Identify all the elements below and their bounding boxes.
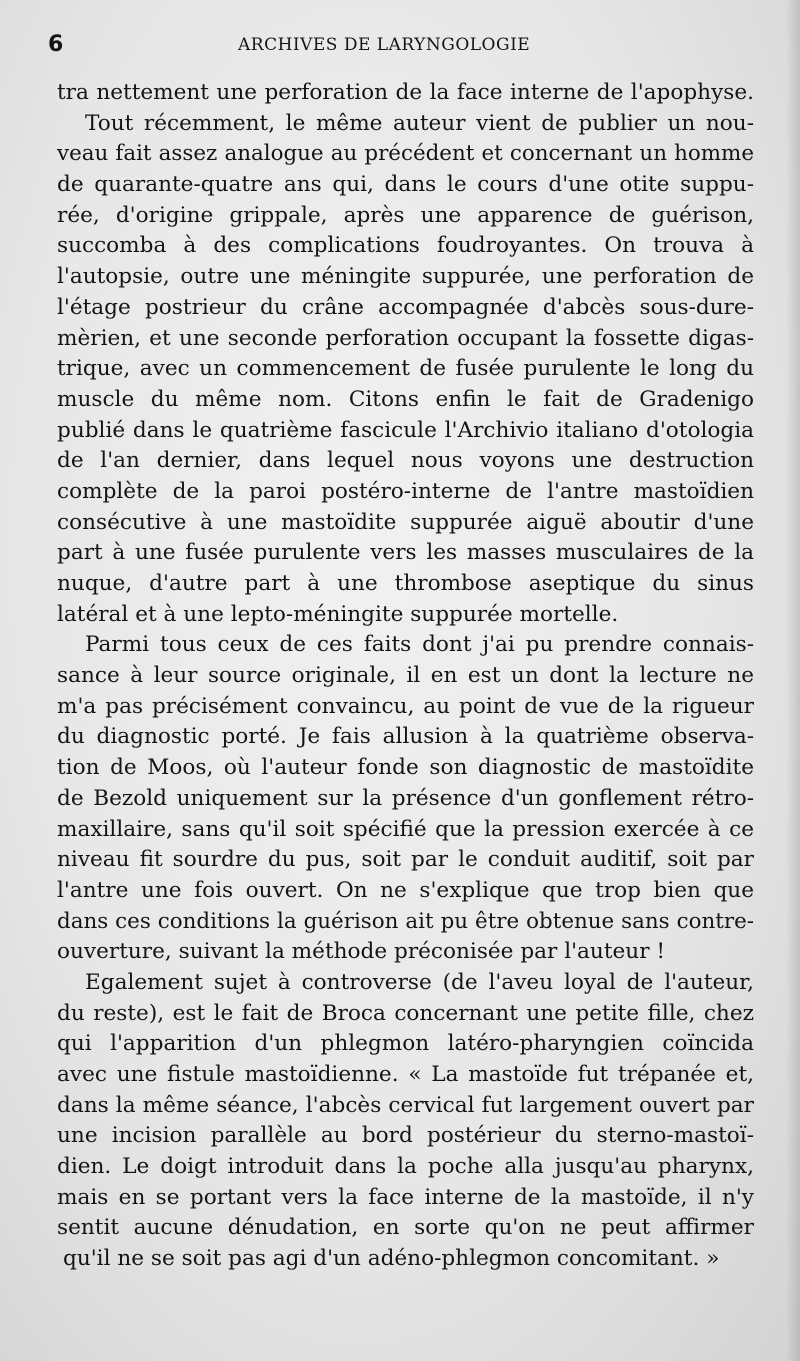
- text-line: tra nettement une perforation de la face interne de l'apophyse.: [57, 80, 754, 105]
- text-line: avec une fistule mastoïdienne. « La mastoïde fut trépanée et,: [57, 1062, 754, 1087]
- text-line: complète de la paroi postéro-interne de l'antre mastoïdien: [57, 478, 754, 504]
- page-number: 6: [48, 32, 64, 57]
- text-line: du reste), est le fait de Broca concernant une petite fille, chez: [57, 1000, 754, 1026]
- text-line: Parmi tous ceux de ces faits dont j'ai pu prendre connais-: [85, 632, 754, 658]
- text-line: dans la même séance, l'abcès cervical fut largement ouvert par: [57, 1092, 754, 1118]
- text-line: Tout récemment, le même auteur vient de publier un nou-: [85, 110, 754, 136]
- text-line: Egalement sujet à controverse (de l'aveu loyal de l'auteur,: [85, 969, 754, 995]
- text-line: niveau fit sourdre du pus, soit par le conduit auditif, soit par: [57, 847, 754, 873]
- text-line: qu'il ne se soit pas agi d'un adéno-phlegmon concomitant. »: [63, 1246, 720, 1272]
- text-line: l'antre une fois ouvert. On ne s'explique que trop bien que: [57, 877, 754, 903]
- text-line: tion de Moos, où l'auteur fonde son diagnostic de mastoïdite: [57, 755, 754, 781]
- text-line: part à une fusée purulente vers les masses musculaires de la: [57, 540, 754, 566]
- text-line: l'étage postrieur du crâne accompagnée d'abcès sous-dure-: [57, 294, 754, 320]
- running-head: [48, 30, 758, 60]
- text-line: veau fait assez analogue au précédent et concernant un homme: [57, 141, 754, 167]
- text-line: de quarante-quatre ans qui, dans le cours d'une otite suppu-: [57, 172, 754, 198]
- text-line: publié dans le quatrième fascicule l'Archivio italiano d'otologia: [57, 417, 754, 443]
- text-line: dien. Le doigt introduit dans la poche alla jusqu'au pharynx,: [57, 1154, 754, 1180]
- text-line: l'autopsie, outre une méningite suppurée, une perforation de: [57, 264, 754, 290]
- text-line: mais en se portant vers la face interne de la mastoïde, il n'y: [57, 1184, 754, 1210]
- text-line: du diagnostic porté. Je fais allusion à la quatrième observa-: [57, 724, 754, 750]
- journal-title: ARCHIVES DE LARYNGOLOGIE: [238, 35, 531, 55]
- text-line: consécutive à une mastoïdite suppurée aiguë aboutir d'une: [57, 509, 754, 535]
- text-line: de l'an dernier, dans lequel nous voyons une destruction: [57, 448, 754, 474]
- text-line: une incision parallèle au bord postérieur du sterno-mastoï-: [57, 1123, 754, 1149]
- text-line: succomba à des complications foudroyantes. On trouva à: [57, 233, 754, 259]
- text-line: trique, avec un commencement de fusée purulente le long du: [57, 356, 754, 382]
- text-line: maxillaire, sans qu'il soit spécifié que la pression exercée à ce: [57, 816, 754, 842]
- text-line: m'a pas précisément convaincu, au point de vue de la rigueur: [57, 693, 754, 719]
- text-line: mèrien, et une seconde perforation occupant la fossette digas-: [57, 325, 754, 351]
- text-line: latéral et à une lepto-méningite suppurée mortelle.: [57, 601, 619, 627]
- text-line: ouverture, suivant la méthode préconisée par l'auteur !: [57, 939, 666, 965]
- text-line: muscle du même nom. Citons enfin le fait de Gradenigo: [57, 386, 754, 412]
- text-line: de Bezold uniquement sur la présence d'un gonflement rétro-: [57, 785, 754, 811]
- text-line: sance à leur source originale, il en est un dont la lecture ne: [57, 663, 754, 689]
- text-line: qui l'apparition d'un phlegmon latéro-pharyngien coïncida: [57, 1031, 754, 1057]
- text-line: nuque, d'autre part à une thrombose aseptique du sinus: [57, 571, 754, 596]
- text-line: rée, d'origine grippale, après une apparence de guérison,: [57, 202, 754, 228]
- text-line: sentit aucune dénudation, en sorte qu'on ne peut affirmer: [57, 1215, 754, 1241]
- body-text: [57, 78, 754, 1275]
- text-line: dans ces conditions la guérison ait pu être obtenue sans contre-: [57, 908, 754, 934]
